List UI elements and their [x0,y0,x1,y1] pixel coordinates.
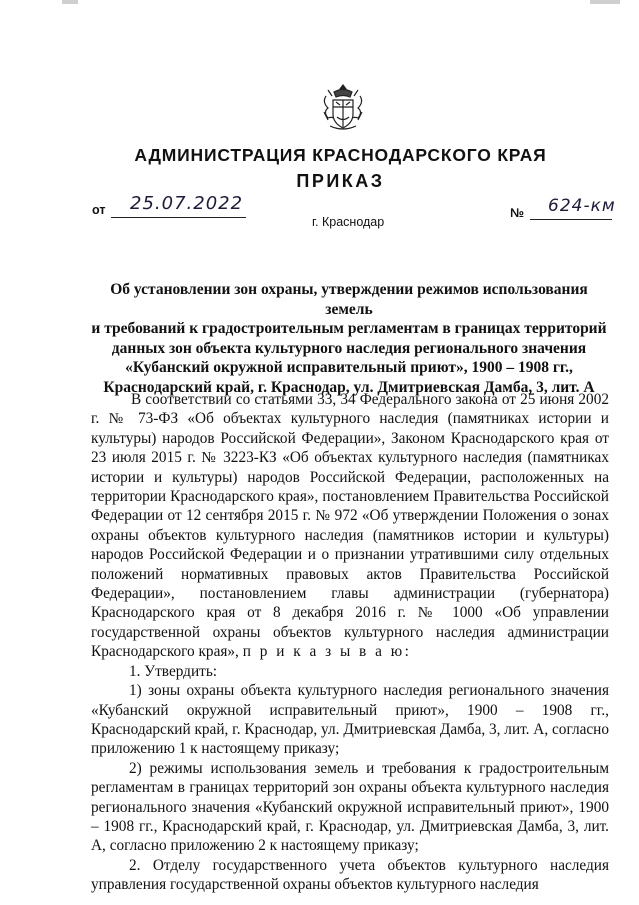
preamble-paragraph [91,390,609,662]
organization-name: АДМИНИСТРАЦИЯ КРАСНОДАРСКОГО КРАЯ [134,145,547,165]
item-paragraph: 1. Утвердить: [129,662,218,680]
item-paragraph: 2) режимы использования земель и требования к градостроительным регламентам в границах территорий зон охраны объекта культурного наследия регионального значения «Кубанский окружной исправительный приют», 1900 – 1908 гг., Краснодарский край, г. Краснодар, ул. Дмитриевская Дамба, 3, лит. А, согласно приложению 2 к настоящему приказу; [91,759,609,855]
city-label: г. Краснодар [312,215,385,229]
scan-artifact [590,0,620,4]
date-prefix: от [92,203,106,217]
date-handwritten: 25.07.2022 [130,193,244,214]
title-line: и требований к градостроительным регламентам в границах территорий [91,320,607,338]
title-line: данных зон объекта культурного наследия регионального значения [111,339,587,357]
order-title [88,280,610,398]
order-body [91,390,609,895]
title-line: «Кубанский окружной исправительный приют», 1900 – 1908 гг., [125,359,573,377]
number-line [530,219,612,220]
preamble-text: В соответствии со статьями 33, 34 Федерального закона от 25 июня 2002 г. № 73-ФЗ «Об объектах культурного наследия (памятниках истории и культуры) народов Российской Федерации», Законом Краснодарского края от 23 июля 2015 г. № 3223-КЗ «Об объектах культурного наследия (памятниках истории и культуры) народов Российской Федерации, расположенных на территории Краснодарского края», постановлением Правительства Российской Федерации от 12 сентября 2015 г. № 972 «Об утверждении Положения о зонах охраны объектов культурного наследия (памятников истории и культуры) народов Российской Федерации и о признании утратившими силу отдельных положений нормативных правовых актов Правительства Российской Федерации», постановлением главы администрации (губернатора) Краснодарского края от 8 декабря 2016 г. № 1000 «Об управлении государственной охраны объектов культурного наследия администрации Краснодарского края», [91,391,609,661]
number-prefix: № [510,206,524,220]
item-paragraph: 2. Отделу государственного учета объектов культурного наследия управления государственной охраны объектов культурного наследия [91,856,609,894]
number-handwritten: 624-км [548,196,616,216]
title-line: Краснодарский край, г. Краснодар, ул. Дмитриевская Дамба, 3, лит. А [103,378,595,396]
document-type: ПРИКАЗ [296,171,385,191]
scan-artifact [62,0,78,4]
coat-of-arms-icon [320,82,366,132]
order-word: п р и к а з ы в а ю: [242,643,412,661]
title-line: Об установлении зон охраны, утверждении режимов использования земель [110,281,588,318]
date-line [111,217,246,218]
item-paragraph: 1) зоны охраны объекта культурного наследия регионального значения «Кубанский окружной исправительный приют», 1900 – 1908 гг., Краснодарский край, г. Краснодар, ул. Дмитриевская Дамба, 3, лит. А, согласно приложению 1 к настоящему приказу; [91,682,609,758]
